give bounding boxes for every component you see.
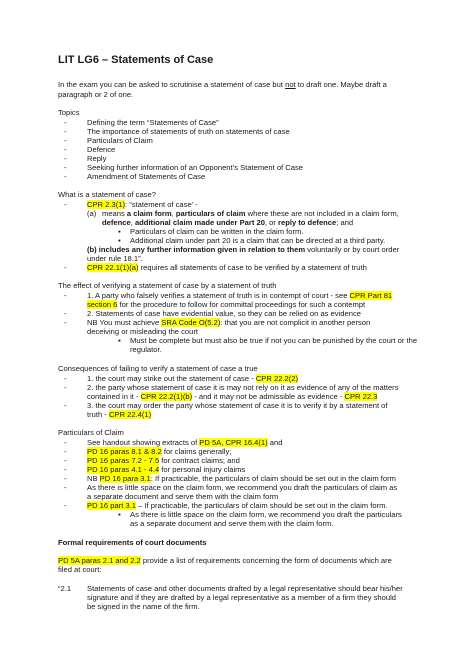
topic-item: Particulars of Claim xyxy=(87,136,153,145)
bullet-dash: - xyxy=(64,374,67,383)
what-quote: : “statement of case’ - xyxy=(124,200,198,209)
text-run: , xyxy=(171,209,176,218)
quote-line-2: signature and if they are drafted by a legal representative as a member of a firm they should xyxy=(87,593,396,602)
particulars-7-sub-1: As there is little space on the claim form, we recommend you draft the particulars xyxy=(130,510,402,519)
text-run: contained in it - xyxy=(87,392,141,401)
definition-b-line-2: under rule 18.1”. xyxy=(87,254,143,263)
text-run: additional claim made under Part 20 xyxy=(134,218,265,227)
particulars-7-sub-2: as a separate document and serve them with the claim form. xyxy=(130,519,334,528)
text-run: PD 16 paras 7.2 - 7.5 xyxy=(87,456,160,465)
formal-line-1 xyxy=(58,556,392,566)
particulars-6-line-1: As there is little space on the claim form, we recommend you draft the particulars of claim as xyxy=(87,483,398,492)
topics-heading: Topics xyxy=(58,108,80,117)
topic-item: Reply xyxy=(87,154,107,163)
consequence-3-line-2 xyxy=(87,410,151,420)
topic-item: The importance of statements of truth on statements of case xyxy=(87,127,290,136)
quote-line-3: be signed in the name of the firm. xyxy=(87,602,200,611)
bullet-dash: - xyxy=(64,200,67,209)
formal-line-2: filed at court: xyxy=(58,565,102,574)
bullet-dash: - xyxy=(64,474,67,483)
text-run: 1. the court may strike out the statement of case - xyxy=(87,374,256,383)
bullet-dash: - xyxy=(64,483,67,492)
bullet-dash: - xyxy=(64,118,67,127)
topic-item: Seeking further information of an Opponent’s Statement of Case xyxy=(87,163,303,172)
text-run: PD 5A paras 2.1 and 2.2 xyxy=(58,556,141,565)
bullet-dash: - xyxy=(64,465,67,474)
intro-text: In the exam you can be asked to scrutinise a statement of case but xyxy=(58,80,286,89)
consequences-heading: Consequences of failing to verify a statement of case a true xyxy=(58,364,258,373)
topic-item: Defence xyxy=(87,145,116,154)
text-run: , or xyxy=(264,218,279,227)
text-run: CPR 22.2(2) xyxy=(255,374,299,383)
text-run: for claims generally; xyxy=(161,447,232,456)
text-run: PD 16 part 3.1 xyxy=(87,501,136,510)
text-run: - and it may not be admissible as evidence - xyxy=(192,392,345,401)
bullet-dash: - xyxy=(64,172,67,181)
definition-a-sub-2: Additional claim under part 20 is a claim that can be directed at a third party. xyxy=(130,236,386,245)
topic-item: Defining the term “Statements of Case” xyxy=(87,118,219,127)
text-run: CPR 22.4(1) xyxy=(108,410,152,419)
text-run: section 6 xyxy=(87,300,118,309)
effect-2: 2. Statements of case have evidential value, so they can be relied on as evidence xyxy=(87,309,361,318)
effect-3-sub-1: Must be complete but must also be true if not you can be punished by the court or the xyxy=(130,336,418,345)
effect-heading: The effect of verifying a statement of case by a statement of truth xyxy=(58,281,277,290)
bullet-dash: - xyxy=(64,383,67,392)
text-run: particulars of claim xyxy=(175,209,246,218)
intro-text-2: to draft one. Maybe draft a xyxy=(295,80,387,89)
text-run: PD 16 para 3.1 xyxy=(99,474,151,483)
text-run: for the procedure to follow for committal proceedings for such a contempt xyxy=(117,300,366,309)
effect-3-sub-2: regulator. xyxy=(130,345,162,354)
definition-a-sub-1: Particulars of claim can be written in the claim form. xyxy=(130,227,304,236)
text-run: PD 16 paras 8.1 & 8.2 xyxy=(87,447,162,456)
text-run: defence xyxy=(102,218,131,227)
text-run: means xyxy=(102,209,127,218)
text-run: (b) includes any further information given in relation to them xyxy=(87,245,306,254)
text-run: : If practicable, the particulars of claim should be set out in the claim form xyxy=(150,474,396,483)
bullet-dash: - xyxy=(64,401,67,410)
text-run: : that you are not complicit in another person xyxy=(220,318,371,327)
text-run: where these are not included in a claim form, xyxy=(245,209,399,218)
cpr-reference: CPR 2.3(1) xyxy=(87,200,125,209)
text-run: requires all statements of case to be verified by a statement of truth xyxy=(138,263,367,272)
bullet-dash: - xyxy=(64,456,67,465)
formal-heading: Formal requirements of court documents xyxy=(58,538,207,547)
topic-item: Amendment of Statements of Case xyxy=(87,172,206,181)
text-run: CPR Part 81 xyxy=(349,291,393,300)
text-run: provide a list of requirements concerning the form of documents which are xyxy=(140,556,392,565)
bullet-dash: - xyxy=(64,447,67,456)
particulars-6-line-2: a separate document and serve them with the claim form xyxy=(87,492,279,501)
quote-number: “2.1 xyxy=(58,584,72,593)
bullet-dash: - xyxy=(64,438,67,447)
text-run: – If practicable, the particulars of claim should be set out in the claim form. xyxy=(135,501,388,510)
bullet-dash: - xyxy=(64,154,67,163)
text-run: truth - xyxy=(87,410,109,419)
text-run: for contract claims; and xyxy=(159,456,240,465)
text-run: See handout showing extracts of xyxy=(87,438,200,447)
cpr-22-line xyxy=(87,263,367,273)
text-run: and xyxy=(267,438,283,447)
bullet-dash: - xyxy=(64,136,67,145)
bullet-square-icon: ▪ xyxy=(118,236,121,245)
text-run: CPR 22.3 xyxy=(344,392,378,401)
bullet-dash: - xyxy=(64,291,67,300)
page-title: LIT LG6 – Statements of Case xyxy=(58,54,214,66)
text-run: CPR 22.2(1)(b) xyxy=(140,392,193,401)
text-run: PD 16 paras 4.1 - 4.4 xyxy=(87,465,160,474)
text-run: ; and xyxy=(336,218,354,227)
consequence-2-line-1: 2. the party whose statement of case it is may not rely on it as evidence of any of the matters xyxy=(87,383,399,392)
bullet-square-icon: ▪ xyxy=(118,510,121,519)
what-heading: What is a statement of case? xyxy=(58,190,156,199)
bullet-dash: - xyxy=(64,145,67,154)
effect-3-line-2: deceiving or misleading the court xyxy=(87,327,199,336)
intro-line-2: paragraph or 2 of one. xyxy=(58,90,134,99)
text-run: 1. A party who falsely verifies a statement of truth is in contempt of court - see xyxy=(87,291,350,300)
bullet-dash: - xyxy=(64,263,67,272)
bullet-dash: - xyxy=(64,163,67,172)
bullet-square-icon: ▪ xyxy=(118,227,121,236)
bullet-dash: - xyxy=(64,127,67,136)
intro-not: not xyxy=(285,80,296,89)
text-run: PD 5A, CPR 16.4(1) xyxy=(199,438,268,447)
text-run: CPR 22.1(1)(a) xyxy=(87,263,139,272)
bullet-dash: - xyxy=(64,501,67,510)
text-run: reply to defence xyxy=(278,218,337,227)
text-run: NB You must achieve xyxy=(87,318,162,327)
text-run: , xyxy=(130,218,135,227)
particulars-heading: Particulars of Claim xyxy=(58,428,124,437)
text-run: SRA Code O(5.2) xyxy=(161,318,221,327)
text-run: voluntarily or by court order xyxy=(305,245,400,254)
definition-a-label: (a) xyxy=(87,209,97,218)
text-run: for personal injury claims xyxy=(159,465,246,474)
text-run: a claim form xyxy=(126,209,172,218)
intro-line-1 xyxy=(58,80,387,90)
bullet-dash: - xyxy=(64,309,67,318)
text-run: NB xyxy=(87,474,100,483)
bullet-dash: - xyxy=(64,318,67,327)
consequence-3-line-1: 3. the court may order the party whose statement of case it is to verify it by a statement of xyxy=(87,401,388,410)
bullet-square-icon: ▪ xyxy=(118,336,121,345)
quote-line-1: Statements of case and other documents drafted by a legal representative should bear his/her xyxy=(87,584,403,593)
